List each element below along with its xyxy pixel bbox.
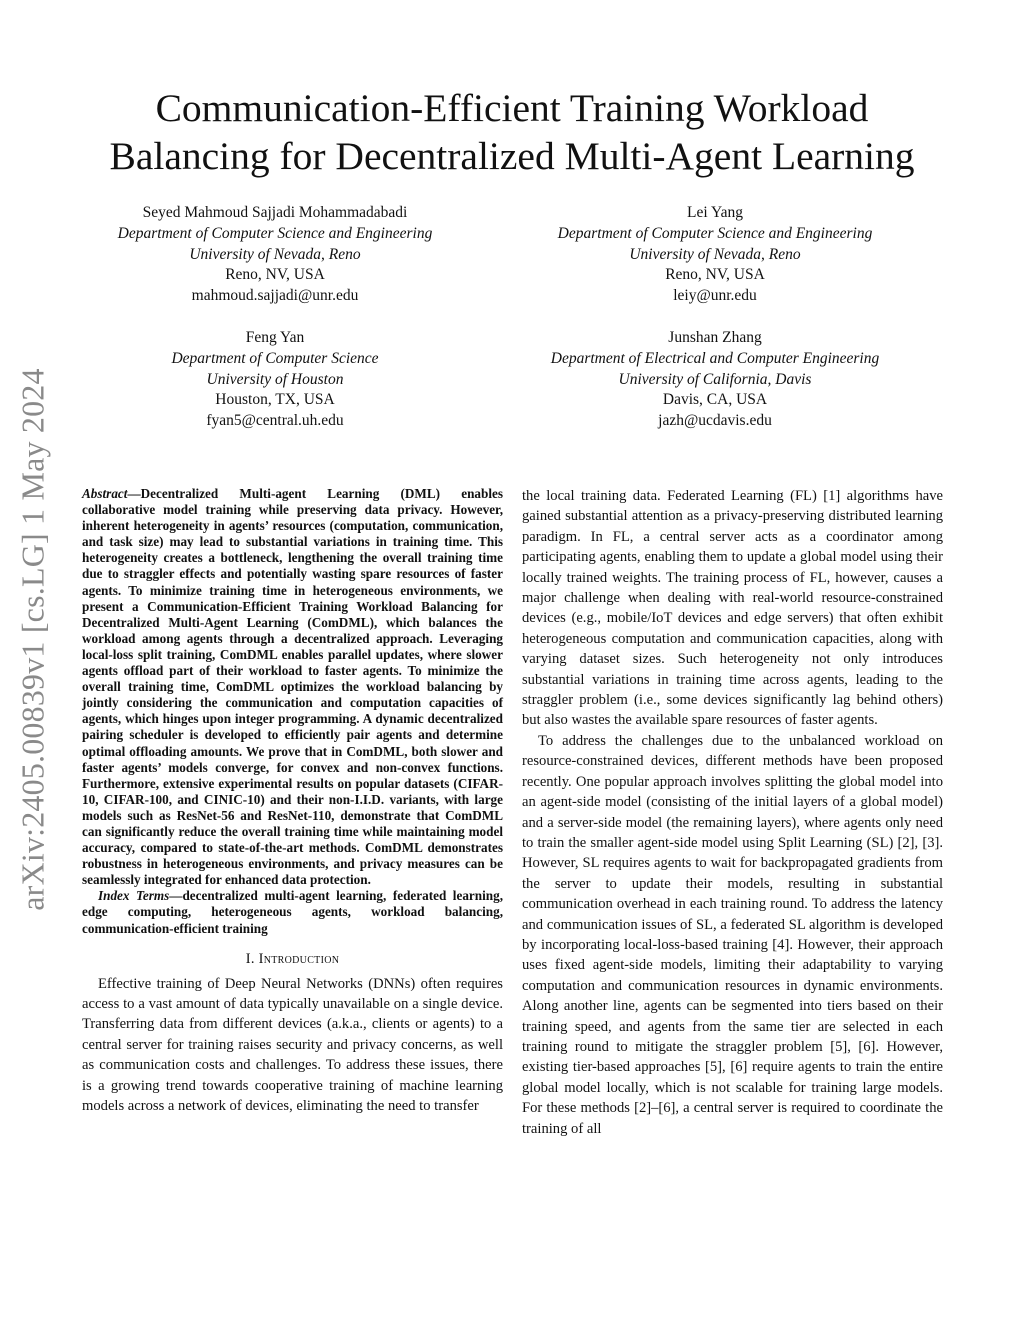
author-email: leiy@unr.edu xyxy=(673,287,757,305)
author-name: Lei Yang xyxy=(687,204,743,221)
abstract xyxy=(82,486,503,888)
author-block-2 xyxy=(495,203,935,307)
author-univ: University of Houston xyxy=(206,370,344,388)
intro-paragraph-1: Effective training of Deep Neural Networks (DNNs) often requires access to a vast amount of data typically unavailable on a single device. Transferring data from different devices (a.k.a., clients or agents) to a central server for training raises security and privacy concerns, as well as communication costs and challenges. To address these issues, there is a growing trend towards cooperative training of machine learning models across a network of devices, eliminating the need to transfer xyxy=(82,975,503,1115)
author-email: fyan5@central.uh.edu xyxy=(206,412,344,430)
author-dept: Department of Electrical and Computer Engineering xyxy=(550,349,880,367)
title-line-1: Communication-Efficient Training Workload xyxy=(155,86,869,130)
paper-title xyxy=(60,84,964,180)
author-location: Reno, NV, USA xyxy=(225,266,325,284)
abstract-label: Abstract xyxy=(82,486,128,501)
arxiv-stamp xyxy=(10,352,56,927)
author-block-1 xyxy=(55,203,495,307)
title-line-2: Balancing for Decentralized Multi-Agent Learning xyxy=(109,134,915,178)
index-terms xyxy=(82,888,503,936)
author-name: Seyed Mahmoud Sajjadi Mohammadabadi xyxy=(142,204,408,221)
author-dept: Department of Computer Science and Engineering xyxy=(117,224,433,242)
arxiv-id: arXiv:2405.00839v1 [cs.LG] 1 May 2024 xyxy=(14,368,51,911)
author-block-3 xyxy=(55,328,495,432)
author-univ: University of Nevada, Reno xyxy=(189,245,361,263)
section-heading-introduction: I. Introduction xyxy=(245,950,340,967)
author-name: Junshan Zhang xyxy=(668,329,762,346)
right-column xyxy=(522,486,943,1139)
author-email: jazh@ucdavis.edu xyxy=(658,412,772,430)
author-email: mahmoud.sajjadi@unr.edu xyxy=(191,287,359,305)
author-univ: University of Nevada, Reno xyxy=(629,245,801,263)
author-name: Feng Yan xyxy=(245,329,305,346)
author-location: Reno, NV, USA xyxy=(665,266,765,284)
index-terms-text: —decentralized multi-agent learning, federated learning, edge computing, heterogeneous agents, workload balancing, communication-efficient training xyxy=(82,888,503,936)
author-dept: Department of Computer Science and Engineering xyxy=(557,224,873,242)
author-block-4 xyxy=(495,328,935,432)
author-dept: Department of Computer Science xyxy=(171,349,379,367)
left-column xyxy=(82,486,503,1116)
author-location: Houston, TX, USA xyxy=(215,391,335,409)
author-univ: University of California, Davis xyxy=(618,370,812,388)
abstract-text: —Decentralized Multi-agent Learning (DML) enables collaborative model training while preserving data privacy. However, inherent heterogeneity in agents’ resources (computation, communication, and task size) may lead to substantial variations in training time. This heterogeneity creates a bottleneck, lengthening the overall training time due to straggler effects and potentially wasting spare resources of faster agents. To minimize training time in heterogeneous environments, we present a Communication-Efficient Training Workload Balancing for Decentralized Multi-Agent Learning (ComDML), which balances the workload among agents through a decentralized approach. Leveraging local-loss split training, ComDML enables parallel updates, where slower agents offload part of their workload to faster agents. To minimize the overall training time, ComDML optimizes the workload balancing by jointly considering the communication and computation capacities of agents, which hinges upon integer programming. A dynamic decentralized pairing scheduler is developed to efficiently pair agents and determine optimal offloading amounts. We prove that in ComDML, both slower and faster agents’ models converge, for convex and non-convex functions. Furthermore, extensive experimental results on popular datasets (CIFAR-10, CIFAR-100, and CINIC-10) and their non-I.I.D. variants, with large models such as ResNet-56 and ResNet-110, demonstrate that ComDML can significantly reduce the overall training time while maintaining model accuracy, compared to state-of-the-art methods. ComDML demonstrates robustness in heterogeneous environments, and privacy measures can be seamlessly integrated for enhanced data protection. xyxy=(82,486,503,888)
right-paragraph-2: To address the challenges due to the unbalanced workload on resource-constrained devices, different methods have been proposed recently. One popular approach involves splitting the global model into an agent-side model (consisting of the initial layers of a global model) and a server-side model (the remaining layers), where agents only need to train the smaller agent-side model using Split Learning (SL) [2], [3]. However, SL requires agents to wait for backpropagated gradients from the server to update their models, resulting in substantial communication overhead in each training round. To address the latency and communication issues of SL, a federated SL algorithm is developed by incorporating local-loss-based training [4]. However, their approach uses fixed agent-side models, limiting their adaptability to varying computation and communication resources in dynamic environments. Along another line, agents can be segmented into tiers based on their training speed, and agents from the same tier are selected in each training round to mitigate the straggler problem [5], [6]. However, existing tier-based approaches [5], [6] require agents to train the entire global model locally, which is not scalable for training large models. For these methods [2]–[6], a central server is required to coordinate the training of all xyxy=(522,732,943,1137)
index-terms-label: Index Terms xyxy=(98,888,170,904)
author-location: Davis, CA, USA xyxy=(662,391,768,409)
right-paragraph-1: the local training data. Federated Learning (FL) [1] algorithms have gained substantial attention as a privacy-preserving distributed learning paradigm. In FL, a central server acts as a coordinator among participating agents, enabling them to update a global model using their locally trained weights. The training process of FL, however, causes a major challenge when dealing with real-world resource-constrained devices (e.g., mobile/IoT devices and edge servers) that often exhibit heterogeneous computation and communication capacities, along with varying dataset sizes. Such heterogeneity not only introduces substantial variations in training time across agents, leading to the straggler problem (i.e., some devices significantly lag behind others) but also wastes the available spare resources of faster agents. xyxy=(522,488,943,729)
